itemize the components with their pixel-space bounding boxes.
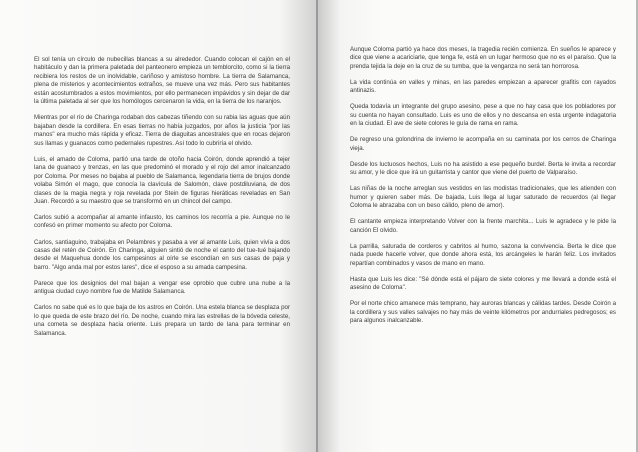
paragraph: Queda todavía un integrante del grupo asesino, pese a que no hay casa que los pobladores por su cuenta no hayan consultado. Luis es uno de ellos y no descansa en esta urgente indagatoria en la ciudad. El ave de siete colores le guía de rama en rama.: [350, 103, 616, 128]
paragraph: Carlos no sabe qué es lo que baja de los astros en Coirón. Una estela blanca se desplaza por lo que queda de este brazo del río. De noche, cuando mira las estrellas de la bóveda celeste, una cometa se desplaza hacia oriente. Luis prepara un tardo de lana para terminar en Salamanca.: [34, 304, 290, 337]
paragraph: Mientras por el río de Charinga rodaban dos cabezas tiñendo con su rabia las aguas que aún bajaban desde la cordillera. En esas tierras no había juzgados, por años la justicia "por las manos" era mucho más rápida y eficaz. Tierra de diaguitas ancestrales que en rocas dejaron sus llamas y guanacos como pedernales rupestres. Así todo lo cubriría el olvido.: [34, 114, 290, 147]
paragraph: La vida continúa en valles y minas, en las paredes empiezan a aparecer grafitis con rayados antinazis.: [350, 78, 616, 95]
paragraph: Carlos subió a acompañar al amante infausto, los caminos los recorría a pie. Aunque no le confesó en primer momento su afecto por Coloma.: [34, 214, 290, 230]
left-page: [0, 0, 318, 452]
paragraph: Carlos, santiaguino, trabajaba en Pelambres y pasaba a ver al amante Luis, quien vivía a dos casas del retén de Coirón. En Charinga, alguien sintió de noche el canto del tue-tué bajando desde el Maquehua donde los campesinos al oírle se escondían en sus casas de paja y barro. "Algo anda mal por estos lares", dice el esposo a su amada campesina.: [34, 238, 290, 271]
paragraph: El sol tenía un círculo de nubecillas blancas a su alrededor. Cuando colocan el cajón en el habitáculo y dan la primera paletada del panteonero empieza un temblorcito, como si la tierra recibiera los restos de un inolvidable, cariñoso y amistoso hombre. La tierra de Salamanca, plena de misterios y acontecimientos extraños, se mueve una vez más. Pero sus habitantes están acostumbrados a estos movimientos, por ello permanecen impávidos y sin dejar de dar la última paletada al ser que los homólogos cercenaron la vida, en la tierra de los naranjos.: [34, 56, 290, 106]
paragraph: El cantante empieza interpretando Volver con la frente marchita... Luis le agradece y le pide la canción El olvido.: [350, 218, 616, 234]
paragraph: De regreso una golondrina de invierno le acompaña en su caminata por los cerros de Charinga vieja.: [350, 136, 616, 152]
paragraph: Aunque Coloma partió ya hace dos meses, la tragedia recién comienza. En sueños le aparece y dice que viene a acariciarle, que tenga fe, está en un lugar hermoso que no es el paraíso. Que la prenda tejida la deje en la cruz de su tumba, que la venganza no será tan horrorosa.: [350, 46, 616, 70]
paragraph: Las niñas de la noche arreglan sus vestidos en las modistas tradicionales, que les atienden con humor y quieren saber más. De bajada, Luis llega al lugar saturado de recuerdos (al llegar Coloma le abrazaba con un beso cálido, pleno de amor).: [350, 185, 616, 210]
paragraph: Desde los luctuosos hechos, Luis no ha asistido a ese pequeño burdel. Berta le invita a recordar su amor, y le dice que irá un guitarrista y cantor que viene del puerto de Valparaíso.: [350, 160, 616, 177]
paragraph: Hasta que Luis les dice: "Sé dónde está el pájaro de siete colores y me llevará a donde está el asesino de Coloma".: [350, 275, 616, 292]
right-page: [318, 0, 638, 452]
paragraph: Luis, el amado de Coloma, partió una tarde de otoño hacia Coirón, donde aprendió a tejer lana de guanaco y trenzas, en las que predominó el morado y el rojo del amor inalcanzado por Coloma. Por meses no bajaba al pueblo de Salamanca, legendaria tierra de brujos donde volaba Simón el mago, que conocía la clavícula de Salomón, clave postdiluviana, de dos clases de la magia negra y roja revelada por Stein de figuras hieráticas reveladas en San Juan. Recordó a su maestro que se transformó en un chincol del campo.: [34, 155, 290, 205]
paragraph: La parrilla, saturada de corderos y cabritos al humo, sazona la convivencia. Berta le dice que nada puede hacerle volver, que donde ahora está, los arcángeles le harán feliz. Los invitados repartían combinados y vasos de mano en mano.: [350, 242, 616, 267]
paragraph: Por el norte chico amanece más temprano, hay auroras blancas y cálidas tardes. Desde Coirón a la cordillera y sus valles salvajes no hay más de veinte kilómetros por andurriales pedregosos; es para algunos inalcanzable.: [350, 300, 616, 325]
paragraph: Parece que los designios del mal bajan a vengar ese oprobio que cubre una nube a la antigua ciudad cuyo nombre fue de Matilde Salamanca.: [34, 279, 290, 296]
